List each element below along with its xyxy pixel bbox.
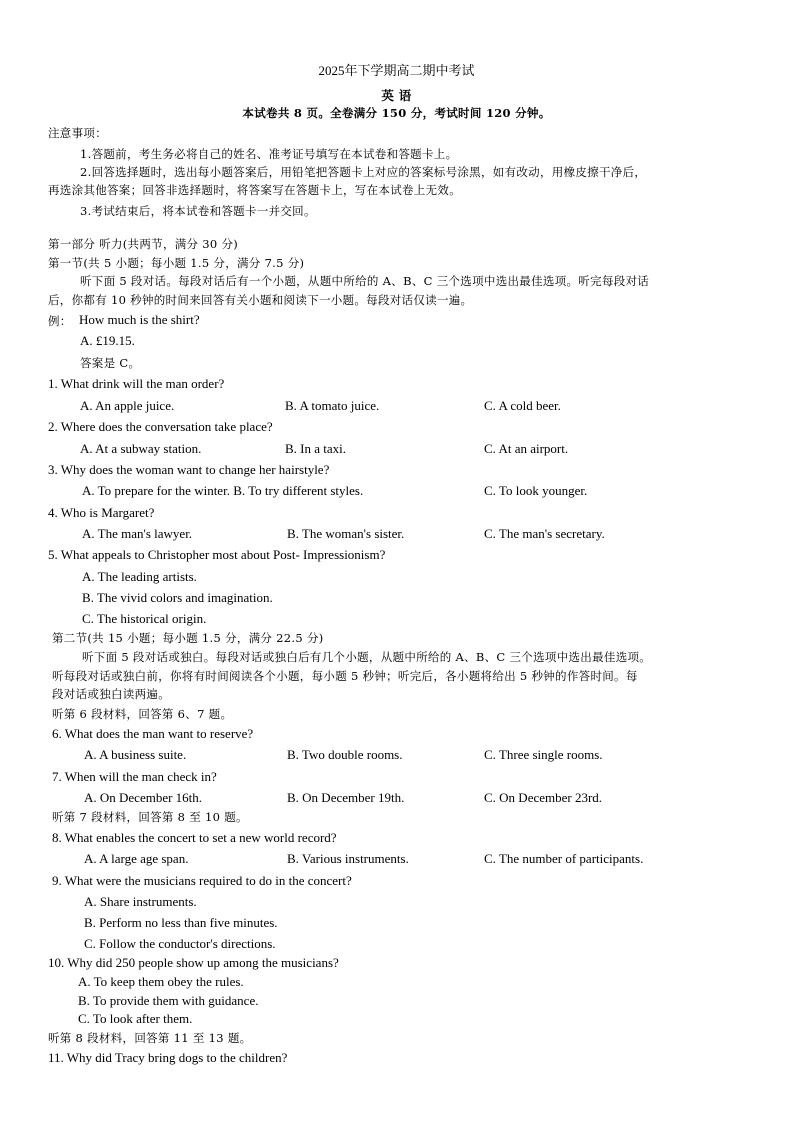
question-stem: 4. Who is Margaret?	[48, 505, 155, 520]
section1-heading: 第一节(共 5 小题；每小题 1.5 分，满分 7.5 分)	[48, 256, 305, 270]
exam-info: 本试卷共 8 页。全卷满分 150 分，考试时间 120 分钟。	[242, 106, 551, 120]
question-stem: 2. Where does the conversation take place?	[48, 419, 273, 434]
option-b: B. The vivid colors and imagination.	[82, 590, 273, 605]
notice-item-2-line-2: 再选涂其他答案；回答非选择题时，将答案写在答题卡上，写在本试卷上无效。	[48, 183, 461, 197]
option-b: B. Two double rooms.	[287, 747, 403, 762]
option-c: C. On December 23rd.	[484, 790, 603, 805]
question-stem: 6. What does the man want to reserve?	[52, 726, 254, 741]
exam-title: 2025年下学期高二期中考试	[318, 63, 475, 78]
question-stem: 1. What drink will the man order?	[48, 376, 225, 391]
listen-instruction-8: 听第 8 段材料，回答第 11 至 13 题。	[48, 1031, 252, 1045]
notice-heading: 注意事项：	[48, 126, 107, 140]
notice-item-1: 1.答题前，考生务必将自己的姓名、准考证号填写在本试卷和答题卡上。	[80, 147, 458, 161]
listen-instruction-7: 听第 7 段材料，回答第 8 至 10 题。	[52, 810, 248, 824]
subject-title: 英 语	[381, 88, 412, 103]
option-a: A. An apple juice.	[80, 398, 175, 413]
notice-item-3: 3.考试结束后，将本试卷和答题卡一并交回。	[80, 204, 316, 218]
listen-instruction-6: 听第 6 段材料，回答第 6、7 题。	[52, 707, 233, 721]
question-stem: 3. Why does the woman want to change her hairstyle?	[48, 462, 330, 477]
section2-heading: 第二节(共 15 小题；每小题 1.5 分，满分 22.5 分)	[52, 631, 324, 645]
option-a: A. A large age span.	[84, 851, 189, 866]
option-a: A. At a subway station.	[80, 441, 202, 456]
option-b: B. In a taxi.	[285, 441, 347, 456]
example-label: 例：	[48, 314, 72, 328]
section2-intro-line-3: 段对话或独白读两遍。	[52, 687, 170, 701]
option-c: C. To look after them.	[78, 1011, 193, 1026]
option-c: C. A cold beer.	[484, 398, 561, 413]
option-a-b: A. To prepare for the winter. B. To try different styles.	[82, 483, 364, 498]
notice-item-2-line-1: 2.回答选择题时，选出每小题答案后，用铅笔把答题卡上对应的答案标号涂黑，如有改动，用橡皮擦干净后，	[80, 165, 647, 179]
option-a: A. The man's lawyer.	[82, 526, 193, 541]
question-stem: 9. What were the musicians required to do in the concert?	[52, 873, 352, 888]
option-c: C. To look younger.	[484, 483, 588, 498]
example-question: How much is the shirt?	[79, 312, 200, 327]
option-c: C. Follow the conductor's directions.	[84, 936, 276, 951]
option-a: A. The leading artists.	[82, 569, 197, 584]
option-b: B. The woman's sister.	[287, 526, 405, 541]
question-stem: 5. What appeals to Christopher most about Post- Impressionism?	[48, 547, 386, 562]
option-a: A. Share instruments.	[84, 894, 197, 909]
option-a: A. To keep them obey the rules.	[78, 974, 244, 989]
option-c: C. The number of participants.	[484, 851, 644, 866]
option-b: B. Perform no less than five minutes.	[84, 915, 278, 930]
question-stem: 8. What enables the concert to set a new world record?	[52, 830, 337, 845]
section2-intro-line-2: 听每段对话或独白前，你将有时间阅读各个小题，每小题 5 秒钟；听完后，各小题将给出 5 秒钟的作答时间。每	[52, 669, 638, 683]
part1-heading: 第一部分 听力(共两节，满分 30 分)	[48, 237, 239, 251]
question-stem: 10. Why did 250 people show up among the musicians?	[48, 955, 339, 970]
option-b: B. A tomato juice.	[285, 398, 380, 413]
option-a: A. A business suite.	[84, 747, 187, 762]
question-stem: 7. When will the man check in?	[52, 769, 217, 784]
option-b: B. Various instruments.	[287, 851, 409, 866]
option-c: C. At an airport.	[484, 441, 569, 456]
option-b: B. On December 19th.	[287, 790, 405, 805]
option-b: B. To provide them with guidance.	[78, 993, 259, 1008]
question-stem: 11. Why did Tracy bring dogs to the children?	[48, 1050, 288, 1065]
section1-intro-line-2: 后，你都有 10 秒钟的时间来回答有关小题和阅读下一小题。每段对话仅读一遍。	[48, 293, 473, 307]
example-answer: 答案是 C。	[80, 356, 141, 370]
option-c: C. The man's secretary.	[484, 526, 605, 541]
section2-intro-line-1: 听下面 5 段对话或独白。每段对话或独白后有几个小题，从题中所给的 A、B、C 三个选项中选出最佳选项。	[82, 650, 652, 664]
example-option: A. £19.15.	[80, 333, 135, 348]
option-a: A. On December 16th.	[84, 790, 203, 805]
section1-intro-line-1: 听下面 5 段对话。每段对话后有一个小题，从题中所给的 A、B、C 三个选项中选出最佳选项。听完每段对话	[80, 274, 650, 288]
option-c: C. Three single rooms.	[484, 747, 603, 762]
option-c: C. The historical origin.	[82, 611, 207, 626]
